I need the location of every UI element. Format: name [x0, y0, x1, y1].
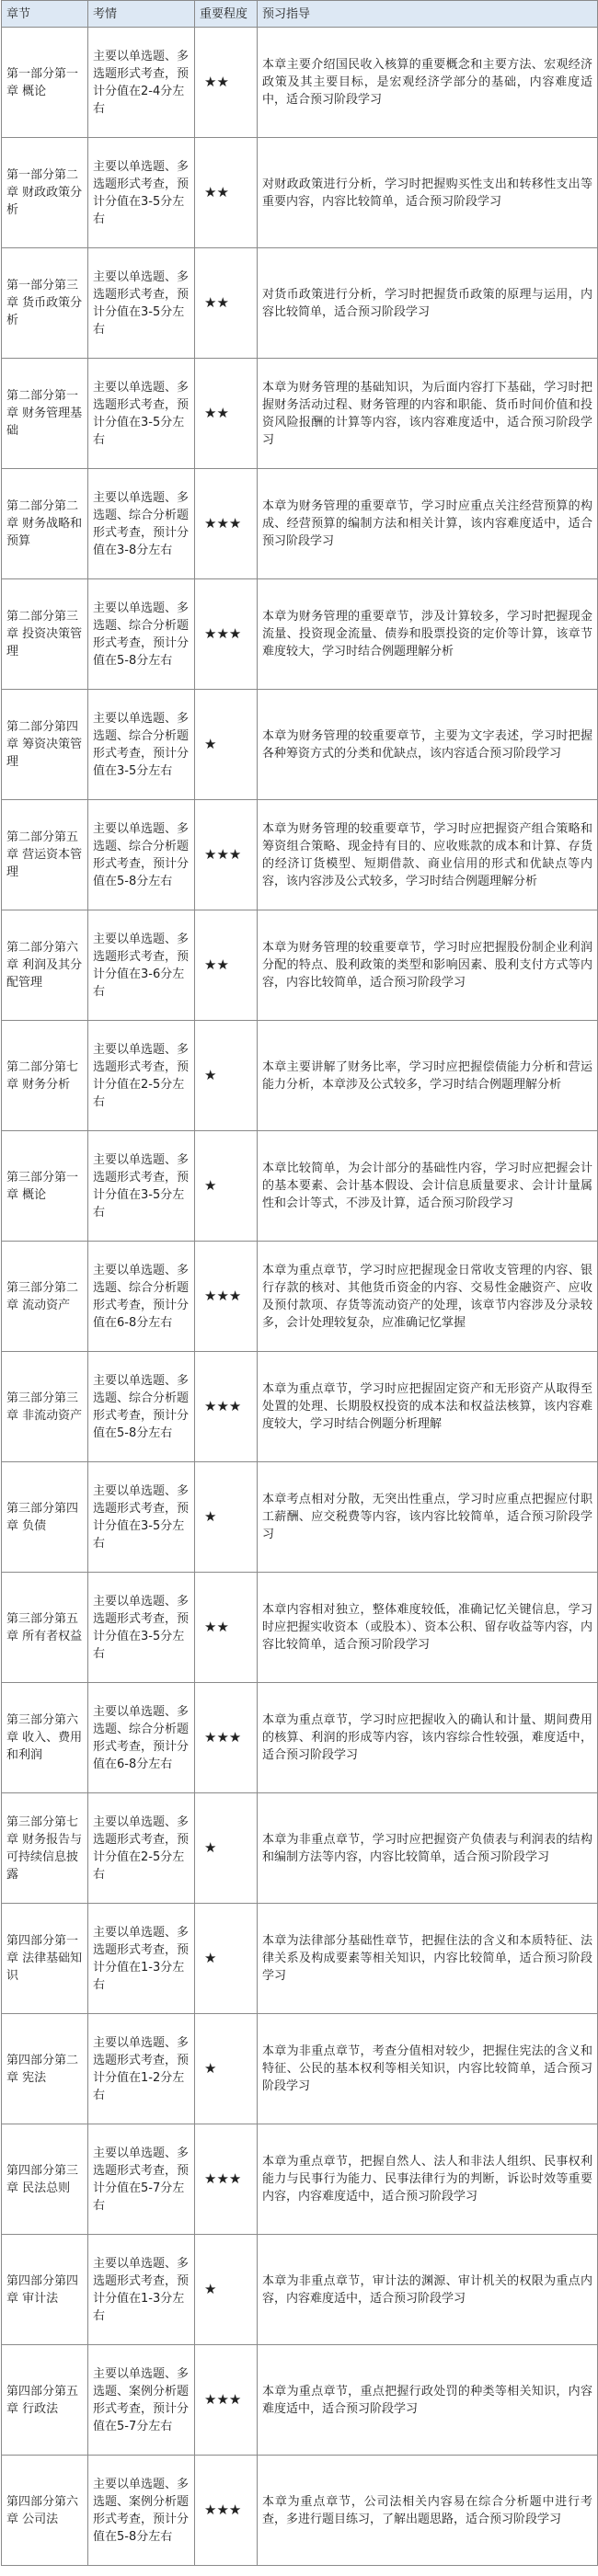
table-row	[2, 800, 598, 910]
guide-cell: 本章为重点章节，学习时应把握固定资产和无形资产从取得至处置的处理、长期股权投资的成本法和权益法核算，该内容难度较大，学习时结合例题分析理解	[258, 1352, 598, 1462]
chapter-cell: 第二部分第七章 财务分析	[2, 1021, 88, 1131]
guide-cell: 本章为非重点章节，审计法的渊源、审计机关的权限为重点内容，内容难度适中，适合预习阶段学习	[258, 2235, 598, 2345]
guide-cell: 本章为财务管理的重要章节，涉及计算较多，学习时把握现金流量、投资现金流量、债券和股票投资的定价等计算，该章节难度较大，学习时结合例题理解分析	[258, 579, 598, 690]
guide-cell: 本章内容相对独立，整体难度较低，准确记忆关键信息，学习时应把握实收资本（或股本）、资本公积、留存收益等内容，内容比较简单，适合预习阶段学习	[258, 1573, 598, 1683]
guide-cell: 对货币政策进行分析，学习时把握货币政策的原理与运用，内容比较简单，适合预习阶段学习	[258, 248, 598, 359]
chapter-cell: 第二部分第一章 财务管理基础	[2, 359, 88, 469]
chapter-cell: 第四部分第六章 公司法	[2, 2456, 88, 2566]
table-row	[2, 1462, 598, 1573]
exam-cell: 主要以单选题、多选题、案例分析题形式考查，预计分值在5-7分左右	[88, 2345, 195, 2456]
importance-stars: ★	[195, 690, 258, 800]
chapter-cell: 第三部分第六章 收入、费用和利润	[2, 1683, 88, 1793]
chapter-cell: 第三部分第四章 负债	[2, 1462, 88, 1573]
chapter-cell: 第三部分第一章 概论	[2, 1131, 88, 1242]
exam-cell: 主要以单选题、多选题、综合分析题形式考查，预计分值在6-8分左右	[88, 1242, 195, 1352]
table-row	[2, 690, 598, 800]
header-row	[2, 1, 598, 28]
guide-cell: 对财政政策进行分析，学习时把握购买性支出和转移性支出等重要内容，内容比较简单，适合预习阶段学习	[258, 138, 598, 248]
exam-cell: 主要以单选题、多选题形式考查，预计分值在3-5分左右	[88, 138, 195, 248]
exam-cell: 主要以单选题、多选题、综合分析题形式考查，预计分值在6-8分左右	[88, 1683, 195, 1793]
table-row	[2, 2014, 598, 2124]
importance-stars: ★	[195, 1131, 258, 1242]
chapter-cell: 第一部分第一章 概论	[2, 28, 88, 138]
importance-stars: ★★★	[195, 1352, 258, 1462]
guide-cell: 本章为财务管理的较重要章节，主要为文字表述，学习时把握各种筹资方式的分类和优缺点，该内容适合预习阶段学习	[258, 690, 598, 800]
importance-stars: ★	[195, 2014, 258, 2124]
table-row	[2, 1352, 598, 1462]
exam-cell: 主要以单选题、多选题形式考查，预计分值在1-3分左右	[88, 1904, 195, 2014]
chapter-cell: 第三部分第七章 财务报告与可持续信息披露	[2, 1793, 88, 1904]
chapter-cell: 第二部分第四章 筹资决策管理	[2, 690, 88, 800]
table-row	[2, 1021, 598, 1131]
header-importance: 重要程度	[195, 1, 258, 28]
exam-cell: 主要以单选题、多选题形式考查，预计分值在5-7分左右	[88, 2124, 195, 2235]
chapter-cell: 第一部分第三章 货币政策分析	[2, 248, 88, 359]
chapter-cell: 第二部分第二章 财务战略和预算	[2, 469, 88, 579]
chapter-cell: 第三部分第三章 非流动资产	[2, 1352, 88, 1462]
importance-stars: ★★	[195, 248, 258, 359]
exam-cell: 主要以单选题、多选题形式考查，预计分值在2-5分左右	[88, 1021, 195, 1131]
chapter-cell: 第三部分第五章 所有者权益	[2, 1573, 88, 1683]
exam-cell: 主要以单选题、多选题形式考查，预计分值在2-5分左右	[88, 1793, 195, 1904]
chapter-cell: 第二部分第三章 投资决策管理	[2, 579, 88, 690]
guide-cell: 本章为财务管理的重要章节，学习时应重点关注经营预算的构成、经营预算的编制方法和相关计算，该内容难度适中，适合预习阶段学习	[258, 469, 598, 579]
guide-cell: 本章为重点章节，公司法相关内容易在综合分析题中进行考查，多进行题目练习，了解出题思路，适合预习阶段学习	[258, 2456, 598, 2566]
chapter-cell: 第一部分第二章 财政政策分析	[2, 138, 88, 248]
importance-stars: ★★	[195, 359, 258, 469]
table-row	[2, 138, 598, 248]
guide-cell: 本章为财务管理的较重要章节，学习时应把握股份制企业利润分配的特点、股利政策的类型和影响因素、股利支付方式等内容，内容比较简单，适合预习阶段学习	[258, 910, 598, 1021]
table-row	[2, 2345, 598, 2456]
importance-stars: ★★	[195, 28, 258, 138]
chapter-cell: 第四部分第一章 法律基础知识	[2, 1904, 88, 2014]
importance-stars: ★★★	[195, 469, 258, 579]
exam-cell: 主要以单选题、多选题形式考查，预计分值在3-5分左右	[88, 1462, 195, 1573]
guide-cell: 本章为重点章节，学习时应把握收入的确认和计量、期间费用的核算、利润的形成等内容，该内容综合性较强，难度适中，适合预习阶段学习	[258, 1683, 598, 1793]
chapter-cell: 第三部分第二章 流动资产	[2, 1242, 88, 1352]
exam-cell: 主要以单选题、多选题、案例分析题形式考查，预计分值在5-8分左右	[88, 2456, 195, 2566]
guide-cell: 本章为重点章节，把握自然人、法人和非法人组织、民事权利能力与民事行为能力、民事法律行为的判断，诉讼时效等重要内容，内容难度适中，适合预习阶段学习	[258, 2124, 598, 2235]
header-chapter: 章节	[2, 1, 88, 28]
guide-cell: 本章为非重点章节，考查分值相对较少，把握住宪法的含义和特征、公民的基本权利等相关知识，内容比较简单，适合预习阶段学习	[258, 2014, 598, 2124]
exam-cell: 主要以单选题、多选题、综合分析题形式考查，预计分值在5-8分左右	[88, 1352, 195, 1462]
exam-cell: 主要以单选题、多选题形式考查，预计分值在1-3分左右	[88, 2235, 195, 2345]
chapter-cell: 第二部分第六章 利润及其分配管理	[2, 910, 88, 1021]
guide-cell: 本章为非重点章节，学习时应把握资产负债表与利润表的结构和编制方法等内容，内容比较简单，适合预习阶段学习	[258, 1793, 598, 1904]
table-row	[2, 2456, 598, 2566]
study-guide-table	[1, 0, 598, 2566]
chapter-cell: 第四部分第四章 审计法	[2, 2235, 88, 2345]
importance-stars: ★★★	[195, 800, 258, 910]
guide-cell: 本章为财务管理的较重要章节，学习时应把握资产组合策略和筹资组合策略、现金持有目的、应收账款的成本和计算、存货的经济订货模型、短期借款、商业信用的形式和优缺点等内容，该内容涉及公式较多，学习时结合例题理解分析	[258, 800, 598, 910]
table-row	[2, 2124, 598, 2235]
importance-stars: ★	[195, 1793, 258, 1904]
guide-cell: 本章为重点章节，重点把握行政处罚的种类等相关知识，内容难度适中，适合预习阶段学习	[258, 2345, 598, 2456]
guide-cell: 本章为财务管理的基础知识，为后面内容打下基础，学习时把握财务活动过程、财务管理的内容和职能、货币时间价值和投资风险报酬的计算等内容，该内容难度适中，适合预习阶段学习	[258, 359, 598, 469]
chapter-cell: 第四部分第二章 宪法	[2, 2014, 88, 2124]
exam-cell: 主要以单选题、多选题、综合分析题形式考查，预计分值在5-8分左右	[88, 579, 195, 690]
exam-cell: 主要以单选题、多选题形式考查，预计分值在3-5分左右	[88, 1573, 195, 1683]
table-row	[2, 1683, 598, 1793]
chapter-cell: 第四部分第三章 民法总则	[2, 2124, 88, 2235]
exam-cell: 主要以单选题、多选题形式考查，预计分值在3-5分左右	[88, 1131, 195, 1242]
exam-cell: 主要以单选题、多选题、综合分析题形式考查，预计分值在3-5分左右	[88, 690, 195, 800]
importance-stars: ★★★	[195, 1242, 258, 1352]
guide-cell: 本章比较简单，为会计部分的基础性内容，学习时应把握会计的基本要素、会计基本假设、会计信息质量要求、会计计量属性和会计等式，不涉及计算，适合预习阶段学习	[258, 1131, 598, 1242]
guide-cell: 本章考点相对分散，无突出性重点，学习时应重点把握应付职工薪酬、应交税费等内容，该内容比较简单，适合预习阶段学习	[258, 1462, 598, 1573]
guide-cell: 本章主要讲解了财务比率，学习时应把握偿债能力分析和营运能力分析，本章涉及公式较多，学习时结合例题理解分析	[258, 1021, 598, 1131]
table-row	[2, 910, 598, 1021]
guide-cell: 本章为重点章节，学习时应把握现金日常收支管理的内容、银行存款的核对、其他货币资金的内容、交易性金融资产、应收及预付款项、存货等流动资产的处理，该章节内容涉及分录较多，会计处理较复杂，应准确记忆掌握	[258, 1242, 598, 1352]
table-row	[2, 2235, 598, 2345]
exam-cell: 主要以单选题、多选题、综合分析题形式考查，预计分值在3-8分左右	[88, 469, 195, 579]
guide-cell: 本章主要介绍国民收入核算的重要概念和主要方法、宏观经济政策及其主要目标，是宏观经济学部分的基础，内容难度适中，适合预习阶段学习	[258, 28, 598, 138]
importance-stars: ★	[195, 1021, 258, 1131]
table-row	[2, 28, 598, 138]
importance-stars: ★★	[195, 1573, 258, 1683]
exam-cell: 主要以单选题、多选题形式考查，预计分值在2-4分左右	[88, 28, 195, 138]
exam-cell: 主要以单选题、多选题形式考查，预计分值在3-5分左右	[88, 359, 195, 469]
header-exam: 考情	[88, 1, 195, 28]
guide-cell: 本章为法律部分基础性章节，把握住法的含义和本质特征、法律关系及构成要素等相关知识，内容比较简单，适合预习阶段学习	[258, 1904, 598, 2014]
importance-stars: ★★★	[195, 1683, 258, 1793]
exam-cell: 主要以单选题、多选题形式考查，预计分值在3-5分左右	[88, 248, 195, 359]
header-guide: 预习指导	[258, 1, 598, 28]
table-row	[2, 359, 598, 469]
chapter-cell: 第四部分第五章 行政法	[2, 2345, 88, 2456]
importance-stars: ★★	[195, 138, 258, 248]
table-row	[2, 1573, 598, 1683]
table-row	[2, 579, 598, 690]
importance-stars: ★	[195, 1904, 258, 2014]
table-row	[2, 469, 598, 579]
importance-stars: ★★★	[195, 579, 258, 690]
importance-stars: ★★★	[195, 2345, 258, 2456]
importance-stars: ★★	[195, 910, 258, 1021]
importance-stars: ★★★	[195, 2124, 258, 2235]
exam-cell: 主要以单选题、多选题形式考查，预计分值在1-2分左右	[88, 2014, 195, 2124]
exam-cell: 主要以单选题、多选题形式考查，预计分值在3-6分左右	[88, 910, 195, 1021]
table-row	[2, 248, 598, 359]
importance-stars: ★	[195, 1462, 258, 1573]
table-row	[2, 1131, 598, 1242]
importance-stars: ★★★	[195, 2456, 258, 2566]
chapter-cell: 第二部分第五章 营运资本管理	[2, 800, 88, 910]
table-row	[2, 1904, 598, 2014]
exam-cell: 主要以单选题、多选题、综合分析题形式考查，预计分值在5-8分左右	[88, 800, 195, 910]
table-row	[2, 1793, 598, 1904]
importance-stars: ★	[195, 2235, 258, 2345]
table-row	[2, 1242, 598, 1352]
